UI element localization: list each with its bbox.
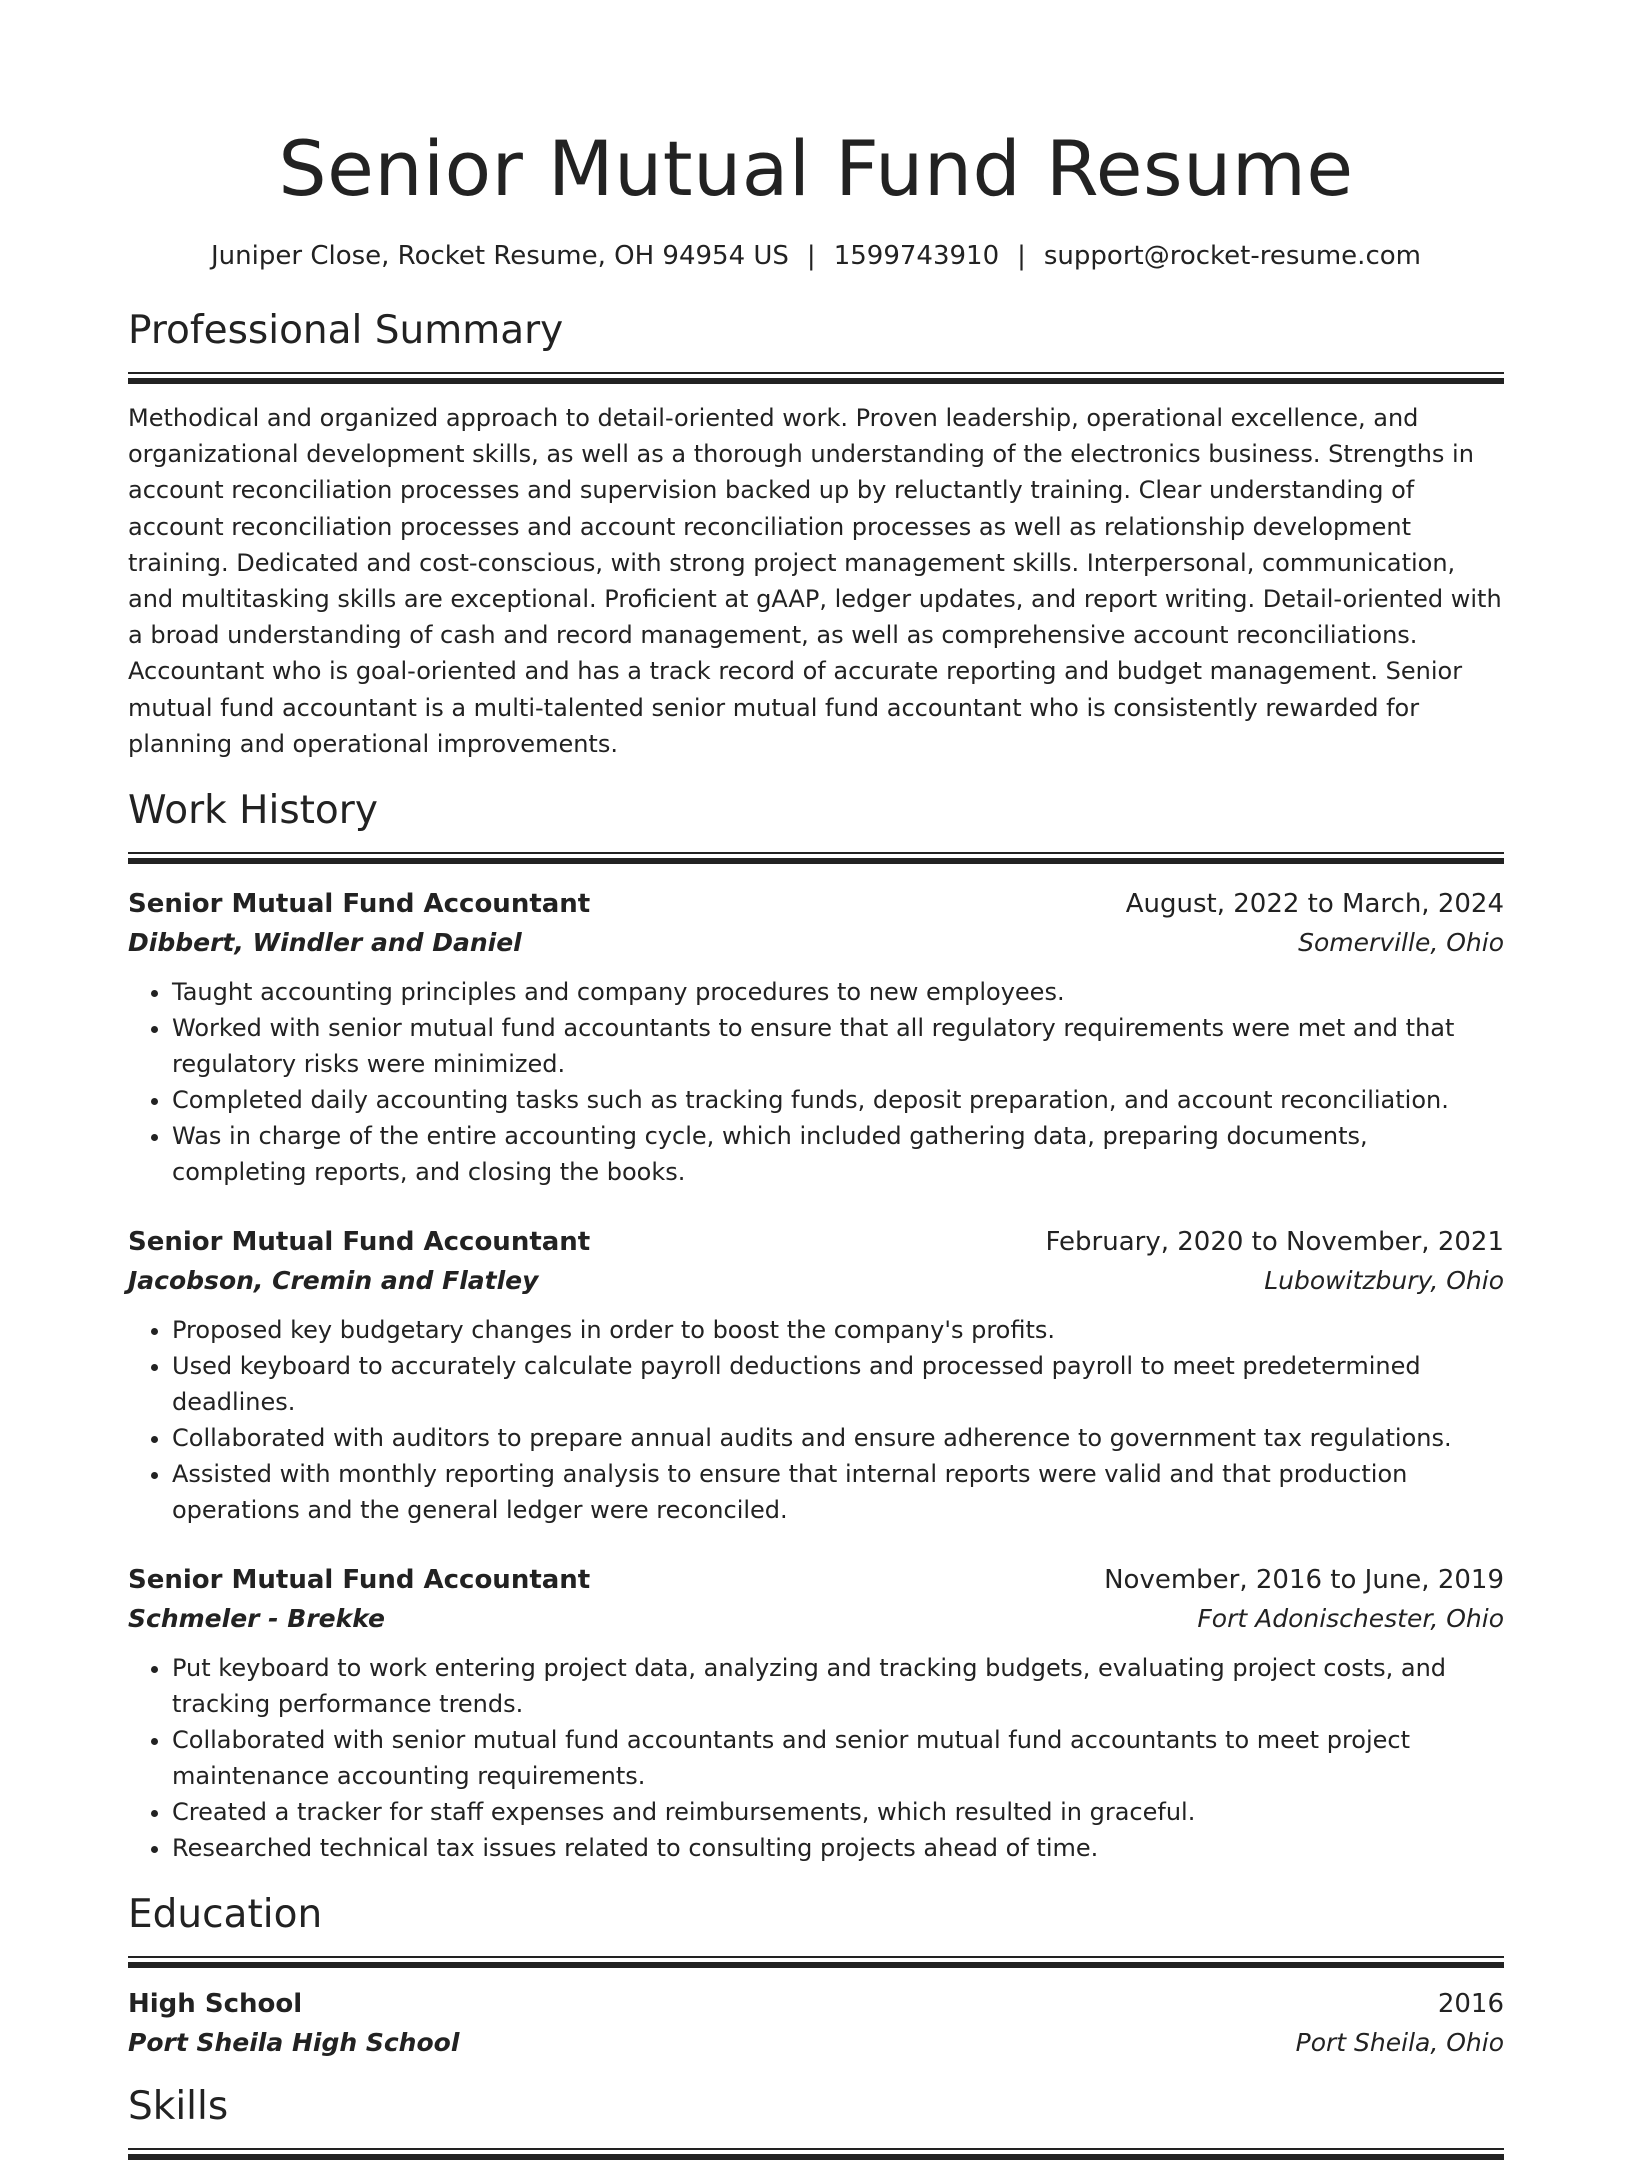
job-entry [128,884,1504,1190]
job-bullets [128,1650,1504,1866]
education-location: Port Sheila, Ohio [1295,2028,1504,2058]
job-location: Fort Adonischester, Ohio [1197,1604,1504,1634]
contact-address: Juniper Close, Rocket Resume, OH 94954 US [211,241,789,271]
job-bullet: • Created a tracker for staff expenses and reimbursements, which resulted in graceful. [172,1794,1504,1830]
skills-heading: Skills [128,2084,229,2130]
job-bullet: • Was in charge of the entire accounting cycle, which included gathering data, preparing documents, completing reports, and closing the books. [172,1118,1504,1190]
job-bullet: • Researched technical tax issues related to consulting projects ahead of time. [172,1830,1504,1866]
contact-line [128,240,1504,272]
summary-section-header [128,306,1504,384]
job-dates: February, 2020 to November, 2021 [1045,1227,1504,1258]
job-bullets [128,1312,1504,1528]
job-title: Senior Mutual Fund Accountant [128,1227,591,1258]
job-bullet: • Collaborated with senior mutual fund accountants and senior mutual fund accountants to meet project maintenance accounting requirements. [172,1722,1504,1794]
job-bullet: • Used keyboard to accurately calculate payroll deductions and processed payroll to meet predetermined deadlines. [172,1348,1504,1420]
education-year: 2016 [1437,1989,1504,2020]
summary-text: Methodical and organized approach to detail-oriented work. Proven leadership, operational excellence, and organizational development skills, as well as a thorough understanding of the electronics business. Strengths in account reconciliation processes and supervision backed up by reluctantly training. Clear understanding of account reconciliation processes and account reconciliation processes as well as relationship development training. Dedicated and cost-conscious, with strong project management skills. Interpersonal, communication, and multitasking skills are exceptional. Proficient at gAAP, ledger updates, and report writing. Detail-oriented with a broad understanding of cash and record management, as well as comprehensive account reconciliations. Accountant who is goal-oriented and has a track record of accurate reporting and budget management. Senior mutual fund accountant is a multi-talented senior mutual fund accountant who is consistently rewarded for planning and operational improvements. [128,404,1502,758]
skills-section-header [128,2082,1504,2160]
job-title: Senior Mutual Fund Accountant [128,889,591,920]
contact-phone: 1599743910 [833,241,1000,271]
work-heading: Work History [128,788,378,834]
job-dates: August, 2022 to March, 2024 [1125,889,1504,920]
job-company: Jacobson, Cremin and Flatley [128,1266,539,1296]
education-heading: Education [128,1892,323,1938]
contact-email: support@rocket-resume.com [1043,241,1421,271]
job-location: Lubowitzbury, Ohio [1264,1266,1504,1296]
job-title: Senior Mutual Fund Accountant [128,1565,591,1596]
job-entry [128,1222,1504,1528]
job-bullet: • Collaborated with auditors to prepare annual audits and ensure adherence to government tax regulations. [172,1420,1504,1456]
education-section-header [128,1890,1504,1968]
education-degree: High School [128,1989,303,2020]
job-bullet: • Assisted with monthly reporting analysis to ensure that internal reports were valid and that production operations and the general ledger were reconciled. [172,1456,1504,1528]
job-location: Somerville, Ohio [1298,928,1504,958]
resume-title: Senior Mutual Fund Resume [278,124,1354,213]
job-bullet: • Taught accounting principles and company procedures to new employees. [172,974,1504,1010]
section-divider [128,1956,1504,1968]
job-bullet: • Completed daily accounting tasks such as tracking funds, deposit preparation, and account reconciliation. [172,1082,1504,1118]
job-company: Schmeler - Brekke [128,1604,385,1634]
contact-separator: | [1017,241,1026,271]
job-bullet: • Proposed key budgetary changes in order to boost the company's profits. [172,1312,1504,1348]
summary-heading: Professional Summary [128,308,564,353]
education-school: Port Sheila High School [128,2028,460,2058]
job-dates: November, 2016 to June, 2019 [1104,1565,1504,1596]
work-section-header [128,786,1504,864]
section-divider [128,372,1504,384]
education-entry [128,1984,1504,2062]
job-bullet: • Put keyboard to work entering project data, analyzing and tracking budgets, evaluating project costs, and tracking performance trends. [172,1650,1504,1722]
section-divider [128,852,1504,864]
job-company: Dibbert, Windler and Daniel [128,928,522,958]
job-bullet: • Worked with senior mutual fund accountants to ensure that all regulatory requirements were met and that regulatory risks were minimized. [172,1010,1504,1082]
contact-separator: | [806,241,816,271]
section-divider [128,2148,1504,2160]
job-entry [128,1560,1504,1866]
job-bullets [128,974,1504,1190]
